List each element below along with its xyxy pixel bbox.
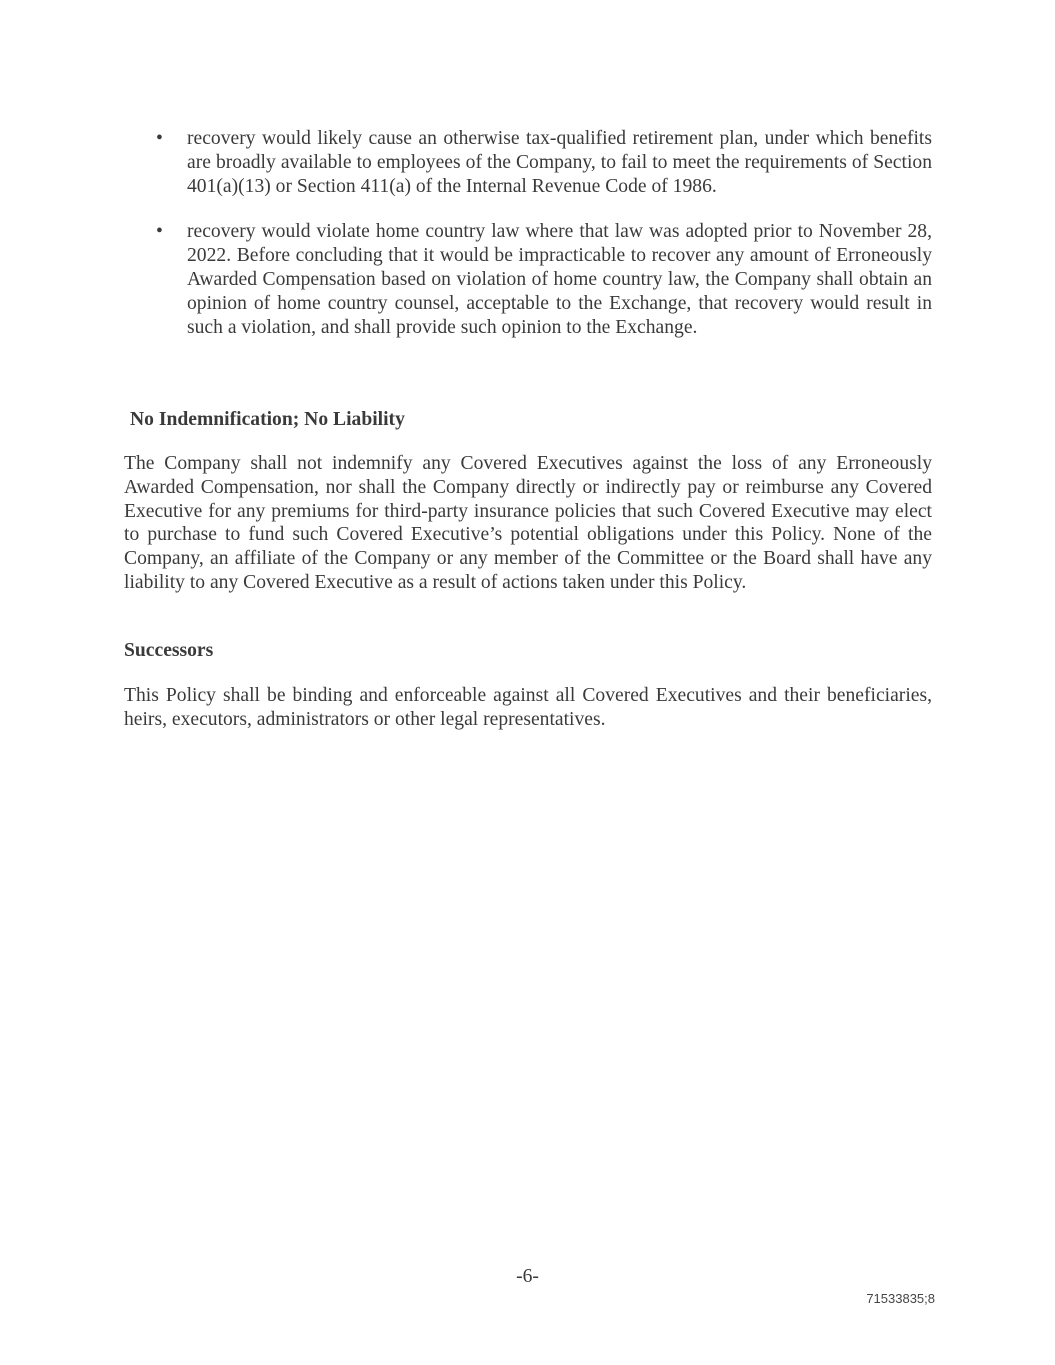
bullet-text: recovery would likely cause an otherwise tax-qualified retirement plan, under which benefits are broadly available to employees of the Company, to fail to meet the requirements of Section 401(a)(13) or Section 411(a) of the Internal Revenue Code of 1986. [187, 128, 932, 197]
page-number: -6- [516, 1266, 539, 1287]
bullet-icon: • [156, 128, 163, 149]
bullet-list [124, 127, 932, 361]
document-id: 71533835;8 [866, 1291, 935, 1306]
section-heading-successors: Successors [124, 640, 214, 661]
bullet-item [124, 127, 932, 198]
bullet-text: recovery would violate home country law where that law was adopted prior to November 28, 2022. Before concluding that it would be impracticable to recover any amount of Erroneously Awarded Compensation based on violation of home country law, the Company shall obtain an opinion of home country counsel, acceptable to the Exchange, that recovery would result in such a violation, and shall provide such opinion to the Exchange. [187, 221, 932, 338]
bullet-item [124, 220, 932, 339]
section-heading-no-indemnification: No Indemnification; No Liability [130, 409, 405, 430]
bullet-icon: • [156, 221, 163, 243]
section-body-successors: This Policy shall be binding and enforceable against all Covered Executives and their beneficiaries, heirs, executors, administrators or other legal representatives. [124, 685, 932, 730]
section-body-no-indemnification: The Company shall not indemnify any Covered Executives against the loss of any Erroneously Awarded Compensation, nor shall the Company directly or indirectly pay or reimburse any Covered Executive for any premiums for third-party insurance policies that such Covered Executive may elect to purchase to fund such Covered Executive’s potential obligations under this Policy. None of the Company, an affiliate of the Company or any member of the Committee or the Board shall have any liability to any Covered Executive as a result of actions taken under this Policy. [124, 453, 932, 593]
